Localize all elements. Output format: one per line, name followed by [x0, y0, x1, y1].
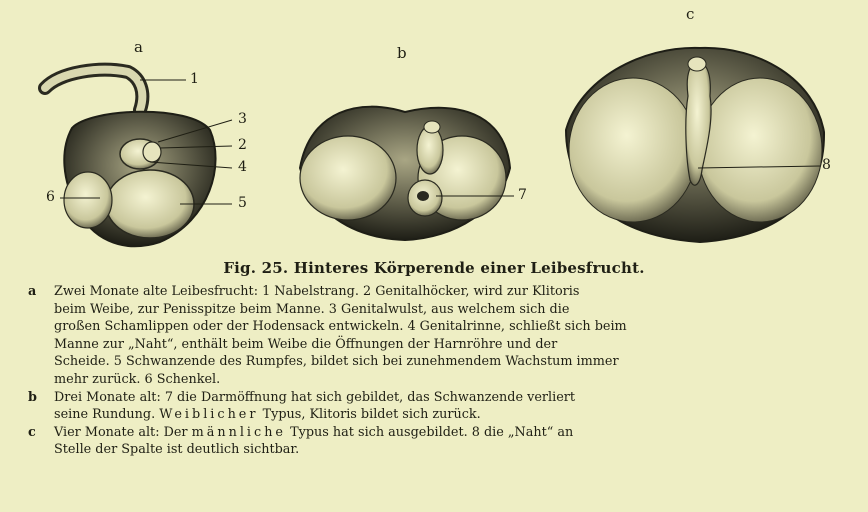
- figure-label-1: 1: [190, 71, 199, 87]
- figure-label-4: 4: [238, 159, 247, 175]
- entry-b-line-2-end: Typus, Klitoris bildet sich zurück.: [258, 407, 481, 423]
- figure-label-6: 6: [46, 189, 55, 205]
- entry-b-line-1: Drei Monate alt: 7 die Darmöffnung hat sich gebildet, das Schwanzende verliert: [54, 389, 576, 405]
- figure-label-7: 7: [518, 187, 527, 203]
- figure-label-8: 8: [822, 157, 831, 173]
- panel-letter-c: c: [686, 5, 695, 23]
- entry-c-text: [54, 424, 850, 459]
- description-entry-a: [28, 283, 850, 389]
- figure-label-5: 5: [238, 195, 247, 211]
- entry-a-line-3: großen Schamlippen oder der Hodensack entwickeln. 4 Genitalrinne, schließt sich beim: [54, 319, 627, 335]
- figure-caption: Fig. 25. Hinteres Körperende einer Leibesfrucht.: [223, 259, 645, 277]
- entry-c-line-1-start: Vier Monate alt: Der: [54, 424, 192, 440]
- entry-c-emphasis: männliche: [191, 424, 287, 440]
- figure-label-2: 2: [238, 137, 247, 153]
- entry-a-line-1: Zwei Monate alte Leibesfrucht: 1 Nabelstrang. 2 Genitalhöcker, wird zur Klitoris: [54, 284, 580, 299]
- description-entry-b: [28, 389, 850, 424]
- entry-b-text: [54, 389, 850, 424]
- panel-letter-a: a: [134, 38, 143, 56]
- entry-a-line-5: Scheide. 5 Schwanzende des Rumpfes, bildet sich bei zunehmendem Wachstum immer: [54, 354, 619, 370]
- panel-a-drawing: [45, 70, 232, 246]
- entry-a-line-6: mehr zurück. 6 Schenkel.: [54, 371, 221, 387]
- entry-a-line-2: beim Weibe, zur Penisspitze beim Manne. 3 Genitalwulst, aus welchem sich die: [54, 301, 570, 317]
- entry-b-emphasis: Weiblicher: [159, 407, 259, 423]
- entry-b-line-2-start: seine Rundung.: [54, 407, 160, 423]
- panel-b-drawing: [300, 107, 514, 240]
- figure-label-3: 3: [238, 111, 247, 127]
- panel-c-drawing: [566, 48, 824, 242]
- entry-a-text: [54, 283, 850, 389]
- panel-letter-b: b: [397, 44, 407, 62]
- entry-letter-c: c: [28, 424, 36, 440]
- description-entry-c: [28, 424, 850, 459]
- figure-description: [28, 283, 850, 459]
- entry-letter-b: b: [28, 389, 37, 405]
- entry-c-line-1-end: Typus hat sich ausgebildet. 8 die „Naht“ an: [286, 424, 574, 440]
- entry-c-line-2: Stelle der Spalte ist deutlich sichtbar.: [54, 442, 300, 458]
- entry-a-line-4: Manne zur „Naht“, enthält beim Weibe die Öffnungen der Harnröhre und der: [54, 336, 558, 352]
- entry-letter-a: a: [28, 284, 37, 299]
